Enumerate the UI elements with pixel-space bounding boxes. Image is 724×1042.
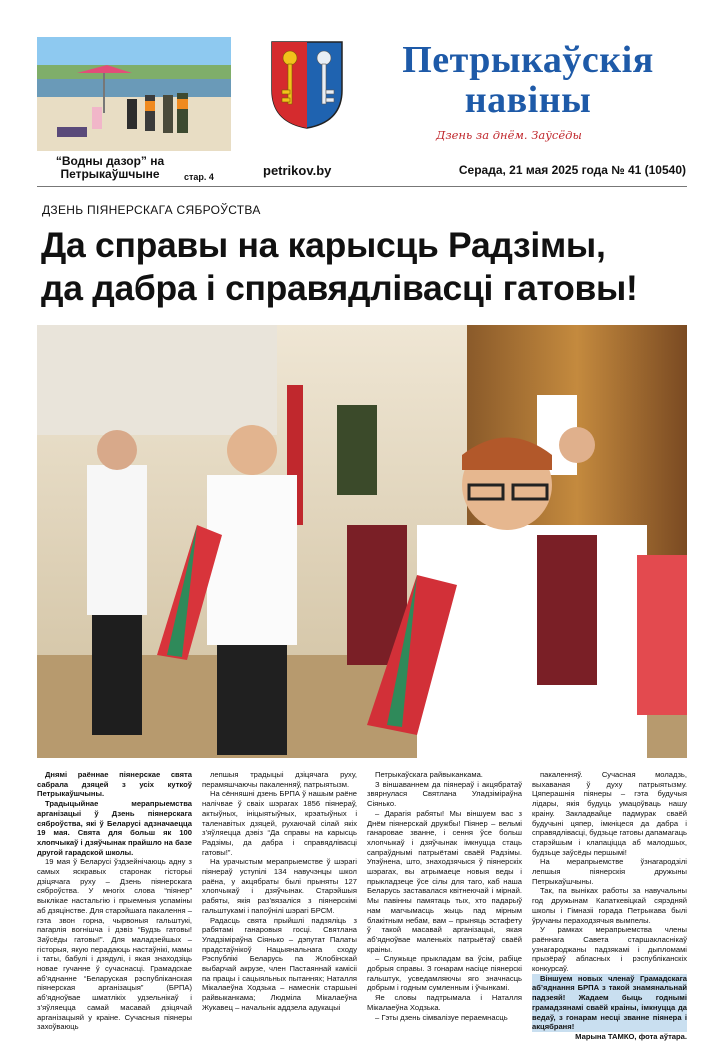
article-paragraph: – Дарагія рабяты! Мы віншуем вас з Днём піянерскай дружбы! Піянер – вельмі ганаровае званне, і сення ўсе больш хлопчыкаў і дзяўчынак імкнуцца стаць сапраўднымі патрыётамі сваёй Радзімы. Упэўнена, што, знаходзячыся ў піянерскіх шэрагах, вы атрымаеце новыя веды і прыкладзеце ўсе сілы для таго, каб наша Беларусь заставалася квітнеючай і мірнай. Мы павінны памятаць тых, хто падарыў нам магчымасць жыць пад мірным блакітным небам, вам – прыняць эстафету ў такой масавай арганізацыі, якая аб’ядноўвае маленькіх патрыётаў сваёй краіны. (367, 808, 522, 954)
masthead-title (368, 40, 688, 120)
header-divider (37, 186, 687, 187)
article-column-4 (532, 770, 687, 1041)
masthead-line-2: навіны (464, 79, 592, 121)
article-column-3 (367, 770, 522, 1022)
article-paragraph: У рамках мерапрыемства члены раённага Савета старшакласнікаў узнагароджаны падзякамі і дыпломамі прызёраў абласных і рэспубліканскіх конкурсаў. (532, 925, 687, 974)
article-paragraph: пакаленняў. Сучасная моладзь, выхаваная ў духу патрыятызму. Цяперашнія піянеры – гэта будучыя лідары, якія будуць умацоўваць нашу краіну. Закладвайце падмурак сваёй будучыні цяпер, імкніцеся да дабра і справядлівасці, будзьце гатовы дапамагаць старэйшым і клапаціцца аб малодшых, будзьце заўсёды першымі! (532, 770, 687, 857)
article-lead: Днямі раённае піянерскае свята сабрала дзяцей з усіх куткоў Петрыкаўшчыны. (37, 770, 192, 799)
article-subhead: Традыцыйнае мерапрыемства арганізацыі ў Дзень піянерскага сяброўства, які ў Беларусі адзначаецца 19 мая. Свята для больш як 100 хлопчыкаў і дзяўчынак прайшло на базе другой гарадской школы. (37, 799, 192, 857)
teaser-page-ref: стар. 4 (184, 172, 214, 182)
article-main-photo (37, 325, 687, 758)
headline-line-1: Да справы на карысць Радзімы, (41, 225, 606, 265)
article-byline: Марына ТАМКО, фота аўтара. (575, 1031, 687, 1041)
teaser-photo[interactable] (37, 37, 231, 151)
article-rubric: ДЗЕНЬ ПІЯНЕРСКАГА СЯБРОЎСТВА (42, 203, 261, 217)
coat-of-arms-icon (270, 40, 344, 130)
masthead-slogan: Дзень за днём. Заўсёды (436, 128, 582, 142)
article-paragraph: 19 мая ў Беларусі ўздзейнічаюць адну з самых яскравых старонак гісторыі дзіцячага руху – Дзень піянерскага сяброўства. У многіх слова “піянер” выклікае настальгію і прыемныя успаміны аб дзяцінстве. Для старэйшага пакалення – гэта звон горна, чырвоныя гальштукі, пагарлія вогнішча і дэвіз “Будзь гатовы! Заўсёды гатовы!”. Для маладзейшых – гісторыя, якую перадаюць настаўнікі, мамы і таты, бабулі і дзядулі, і якая знаходзіць новае гучанне ў сучаснасці. Грамадскае аб’яднанне “Беларуская рэспубліканская піянерская арганізацыя” (БРПА) аб’ядноўвае шматлікіх удзельнікаў і з’яўляецца самай масавай дзіцячай арганізацыяй у краіне. Сучасныя піянеры захоўваюць (37, 857, 192, 1032)
issue-info: Серада, 21 мая 2025 года № 41 (10540) (458, 163, 686, 177)
article-paragraph: Петрыкаўскага райвыканкама. (375, 770, 483, 779)
article-paragraph: На мерапрыемстве ўзнагародзілі лепшыя піянерскія дружыны Петрыкаўшчыны. (532, 857, 687, 886)
masthead-line-1: Петрыкаўскія (402, 39, 654, 81)
website-link[interactable]: petrikov.by (263, 163, 332, 178)
article-paragraph: На урачыстым мерапрыемстве ў шэрагі піянераў уступілі 134 навучэнцы школ раёна, у акцябраты былі прыняты 127 хлопчыкаў і дзяўчынак. Старэйшыя рабяты, якія раз’вязаліся з піянерскімі гальштукамі і папоўнілі шэрагі БРСМ. (202, 857, 357, 915)
teaser-caption[interactable]: “Водны дазор” на Петрыкаўшчыне (55, 154, 165, 181)
article-paragraph: На сённяшні дзень БРПА ў нашым раёне налічвае ў сваіх шэрагах 1856 піянераў, актыўных, ініцыятыўных, крэатыўных і таленавітых дзяцей, рухаючай сілай якіх з’яўляецца дэвіз “Да справы на карысць Радзімы, да дабра і справядлівасці гатовы!”. (202, 789, 357, 857)
article-headline (41, 224, 691, 310)
article-paragraph: – Гэты дзень сімвалізуе пераемнасць (375, 1012, 508, 1022)
article-paragraph: Так, па выніках работы за навучальны год дружынам Капаткевіцкай сярэдняй школы і Гімназіі горада Петрыкава былі ўручаны пераходзячыя вымпелы. (532, 886, 687, 925)
article-column-1 (37, 770, 192, 1032)
article-paragraph: Радасць свята прыйшлі падзяліць з рабятамі ганаровыя госці. Святлана Уладзіміраўна Сіянько – дэпутат Палаты прадстаўнікоў Нацыянальнага сходу Рэспублікі Беларусь па Жлобінскай выбарчай акрузе, член Пастаяннай камісіі па працы і сацыяльных пытаннях; Наталля Мікалаеўна Ходзька – намеснік старшыні райвыканкама; Людміла Мікалаеўна Жукавец – начальнік аддзела адукацыі (202, 915, 357, 1012)
article-paragraph: лепшыя традыцыі дзіцячага руху, перамяшчаючы пакаленняў, патрыятызм. (202, 770, 357, 789)
headline-line-2: да дабра і справядлівасці гатовы! (41, 268, 638, 308)
article-congratulation-highlight: Віншуем новых членаў Грамадскага аб’яднання БРПА з такой знамянальнай падзеяй! Жадаем быць годнымі грамадзянамі сваёй краіны, імкнуцца да ведаў, з гонарам несці званне піянера і акцябраня! (532, 973, 687, 1032)
article-column-2 (202, 770, 357, 1015)
article-paragraph: Яе словы падтрымала і Наталля Мікалаеўна Ходзька. (367, 993, 522, 1012)
article-paragraph: З віншаваннем да піянераў і акцябратаў звярнулася Святлана Уладзіміраўна Сіянько. (367, 779, 522, 809)
article-paragraph: – Служыце прыкладам ва ўсім, рабіце добрыя справы. З гонарам насіце піянерскі гальштук, усведамляючы яго значнасць добрым і годным сумленным і ўчынкамі. (367, 954, 522, 993)
